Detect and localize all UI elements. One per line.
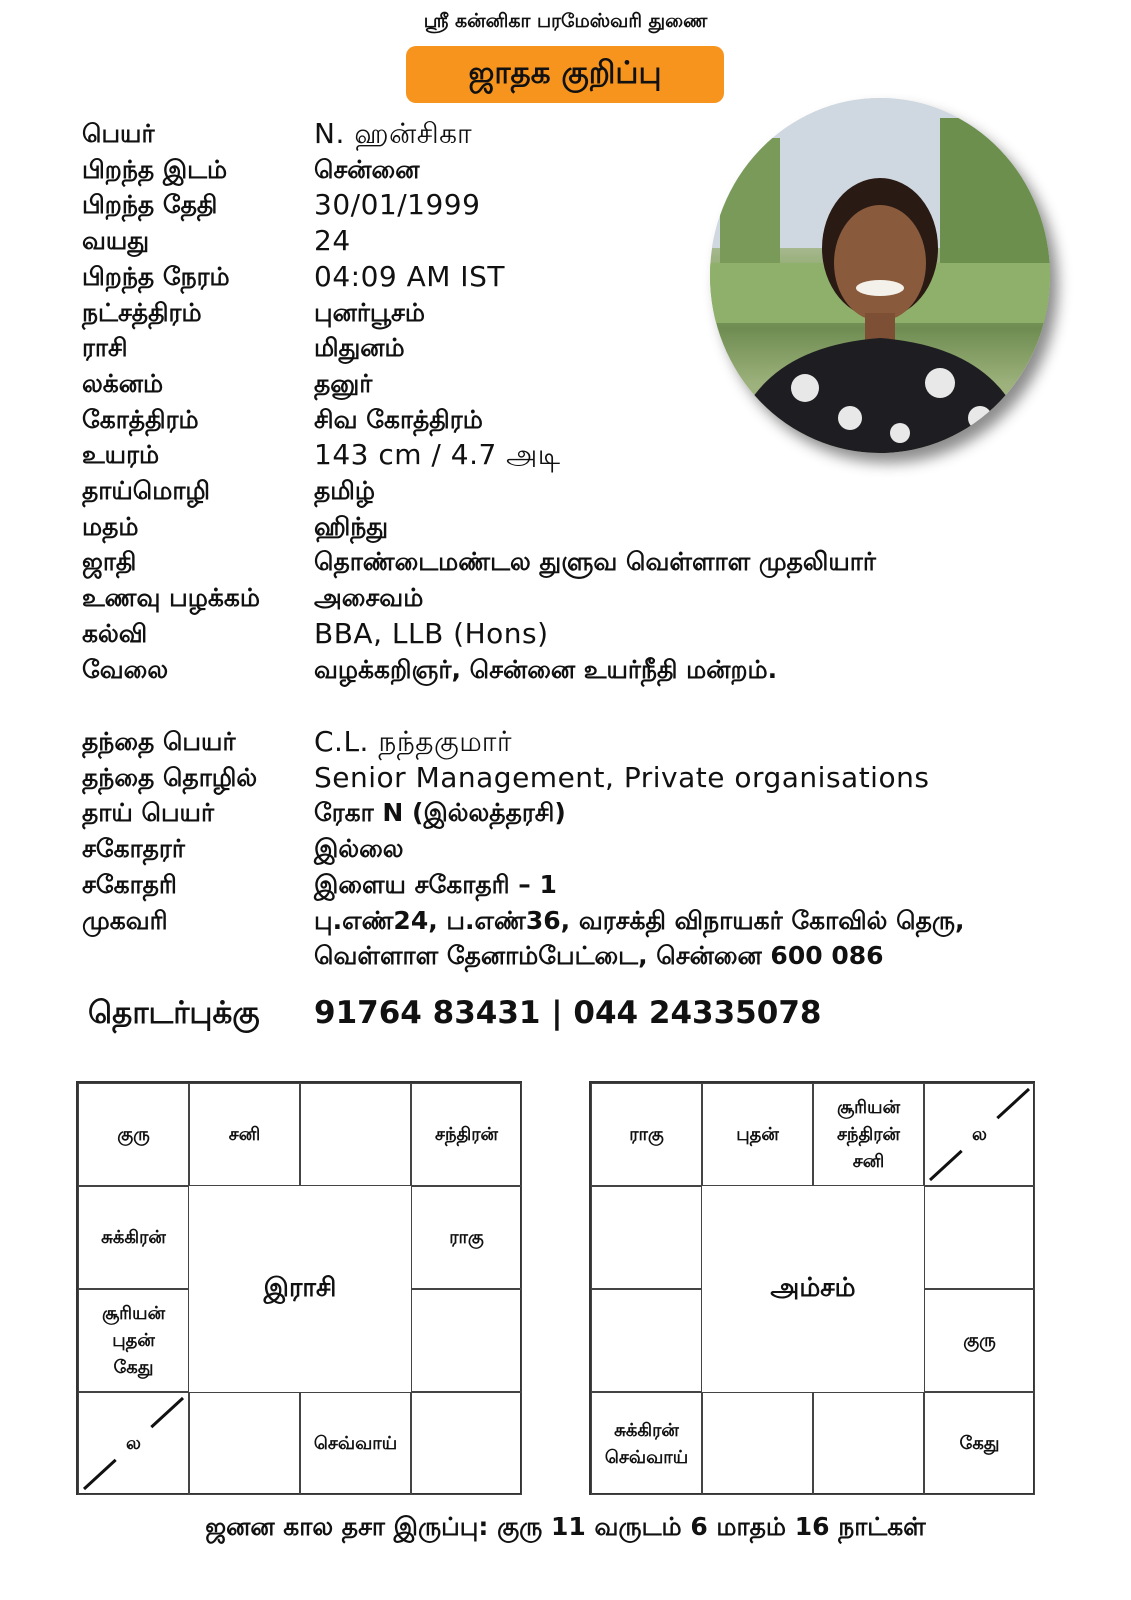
profile-value: 04:09 AM IST xyxy=(314,259,505,293)
profile-label: வேலை xyxy=(82,654,169,684)
lagna-diagonal xyxy=(591,1083,1035,1495)
contact-label: தொடர்புக்கு xyxy=(88,995,260,1031)
profile-label: ஜாதி xyxy=(82,547,137,577)
profile-value: 24 xyxy=(314,224,351,258)
profile-label: நட்சத்திரம் xyxy=(82,297,202,327)
profile-label: மதம் xyxy=(82,511,139,541)
rasi-chart-cell: சுக்கிரன் xyxy=(78,1186,189,1289)
contact-line xyxy=(88,995,822,1035)
profile-label: கோத்திரம் xyxy=(82,404,199,434)
profile-label: லக்னம் xyxy=(82,368,164,398)
amsam-chart-cell: ராகு xyxy=(591,1083,702,1186)
profile-value: அசைவம் xyxy=(314,583,424,613)
profile-label: உணவு பழக்கம் xyxy=(82,583,260,613)
family-label: சகோதரர் xyxy=(82,834,185,864)
family-value: Senior Management, Private organisations xyxy=(314,760,930,794)
profile-value: தொண்டைமண்டல துளுவ வெள்ளாள முதலியார் xyxy=(314,547,876,577)
profile-label: வயது xyxy=(82,226,150,256)
family-value: பு.எண்24, ப.எண்36, வரசக்தி விநாயகர் கோவில் தெரு, xyxy=(314,905,965,935)
amsam-chart-cell: கேது xyxy=(924,1392,1035,1495)
profile-label: ராசி xyxy=(82,333,128,363)
amsam-chart-cell: குரு xyxy=(924,1289,1035,1392)
profile-label: பிறந்த இடம் xyxy=(82,154,228,184)
profile-label: தாய்மொழி xyxy=(82,476,211,505)
amsam-chart-title: அம்சம் xyxy=(770,1272,856,1303)
amsam-chart-cell: புதன் xyxy=(702,1083,813,1186)
profile-label: உயரம் xyxy=(82,440,160,470)
contact-numbers: 91764 83431 | 044 24335078 xyxy=(314,995,822,1031)
profile-value: சிவ கோத்திரம் xyxy=(314,404,483,434)
family-label: தாய் பெயர் xyxy=(82,798,215,828)
lagna-diagonal xyxy=(78,1083,522,1495)
profile-value: 143 cm / 4.7 அடி xyxy=(314,438,561,472)
profile-label: பிறந்த தேதி xyxy=(82,190,218,220)
family-label: தந்தை பெயர் xyxy=(82,727,236,756)
profile-value: ஹிந்து xyxy=(314,511,388,541)
rasi-chart-cell: சூரியன் புதன் கேது xyxy=(78,1289,189,1392)
amsam-chart-cell: சூரியன் சந்திரன் சனி xyxy=(813,1083,924,1186)
amsam-chart-cell: ல xyxy=(924,1083,1035,1186)
blessing-line: ஸ்ரீ கன்னிகா பரமேஸ்வரி துணை xyxy=(423,10,708,32)
family-value: இளைய சகோதரி – 1 xyxy=(314,869,557,899)
family-value: வெள்ளாள தேனாம்பேட்டை, சென்னை 600 086 xyxy=(314,941,884,971)
family-label: முகவரி xyxy=(82,905,168,935)
profile-value: புனர்பூசம் xyxy=(314,297,426,327)
profile-value: BBA, LLB (Hons) xyxy=(314,616,549,650)
profile-value: தமிழ் xyxy=(314,476,376,505)
profile-photo xyxy=(710,98,1050,453)
title-badge: ஜாதக குறிப்பு xyxy=(406,46,724,103)
family-label: தந்தை தொழில் xyxy=(82,762,258,792)
family-value: C.L. நந்தகுமார் xyxy=(314,725,513,758)
profile-value: சென்னை xyxy=(314,154,420,184)
amsam-chart-cell: சுக்கிரன் செவ்வாய் xyxy=(591,1392,702,1495)
profile-value: வழக்கறிஞர், சென்னை உயர்நீதி மன்றம். xyxy=(314,654,778,684)
rasi-chart-cell: ல xyxy=(78,1392,189,1495)
family-label: சகோதரி xyxy=(82,869,177,899)
profile-value: N. ஹன்சிகா xyxy=(314,117,473,150)
profile-value: மிதுனம் xyxy=(314,333,405,363)
rasi-chart-title: இராசி xyxy=(263,1272,337,1303)
rasi-chart-cell: குரு xyxy=(78,1083,189,1186)
rasi-chart-cell: ராகு xyxy=(411,1186,522,1289)
profile-value: 30/01/1999 xyxy=(314,188,481,222)
rasi-chart xyxy=(76,1081,522,1495)
amsam-chart xyxy=(589,1081,1035,1495)
family-value: இல்லை xyxy=(314,834,404,864)
rasi-chart-cell: சனி xyxy=(189,1083,300,1186)
profile-value: தனுர் xyxy=(314,368,373,398)
rasi-chart-cell: செவ்வாய் xyxy=(300,1392,411,1495)
dasa-line: ஜனன கால தசா இருப்பு: குரு 11 வருடம் 6 மாதம் 16 நாட்கள் xyxy=(205,1512,926,1541)
rasi-chart-cell: சந்திரன் xyxy=(411,1083,522,1186)
profile-label: பிறந்த நேரம் xyxy=(82,261,230,291)
family-value: ரேகா N (இல்லத்தரசி) xyxy=(314,798,566,828)
profile-label: பெயர் xyxy=(82,119,155,148)
profile-label: கல்வி xyxy=(82,618,148,648)
